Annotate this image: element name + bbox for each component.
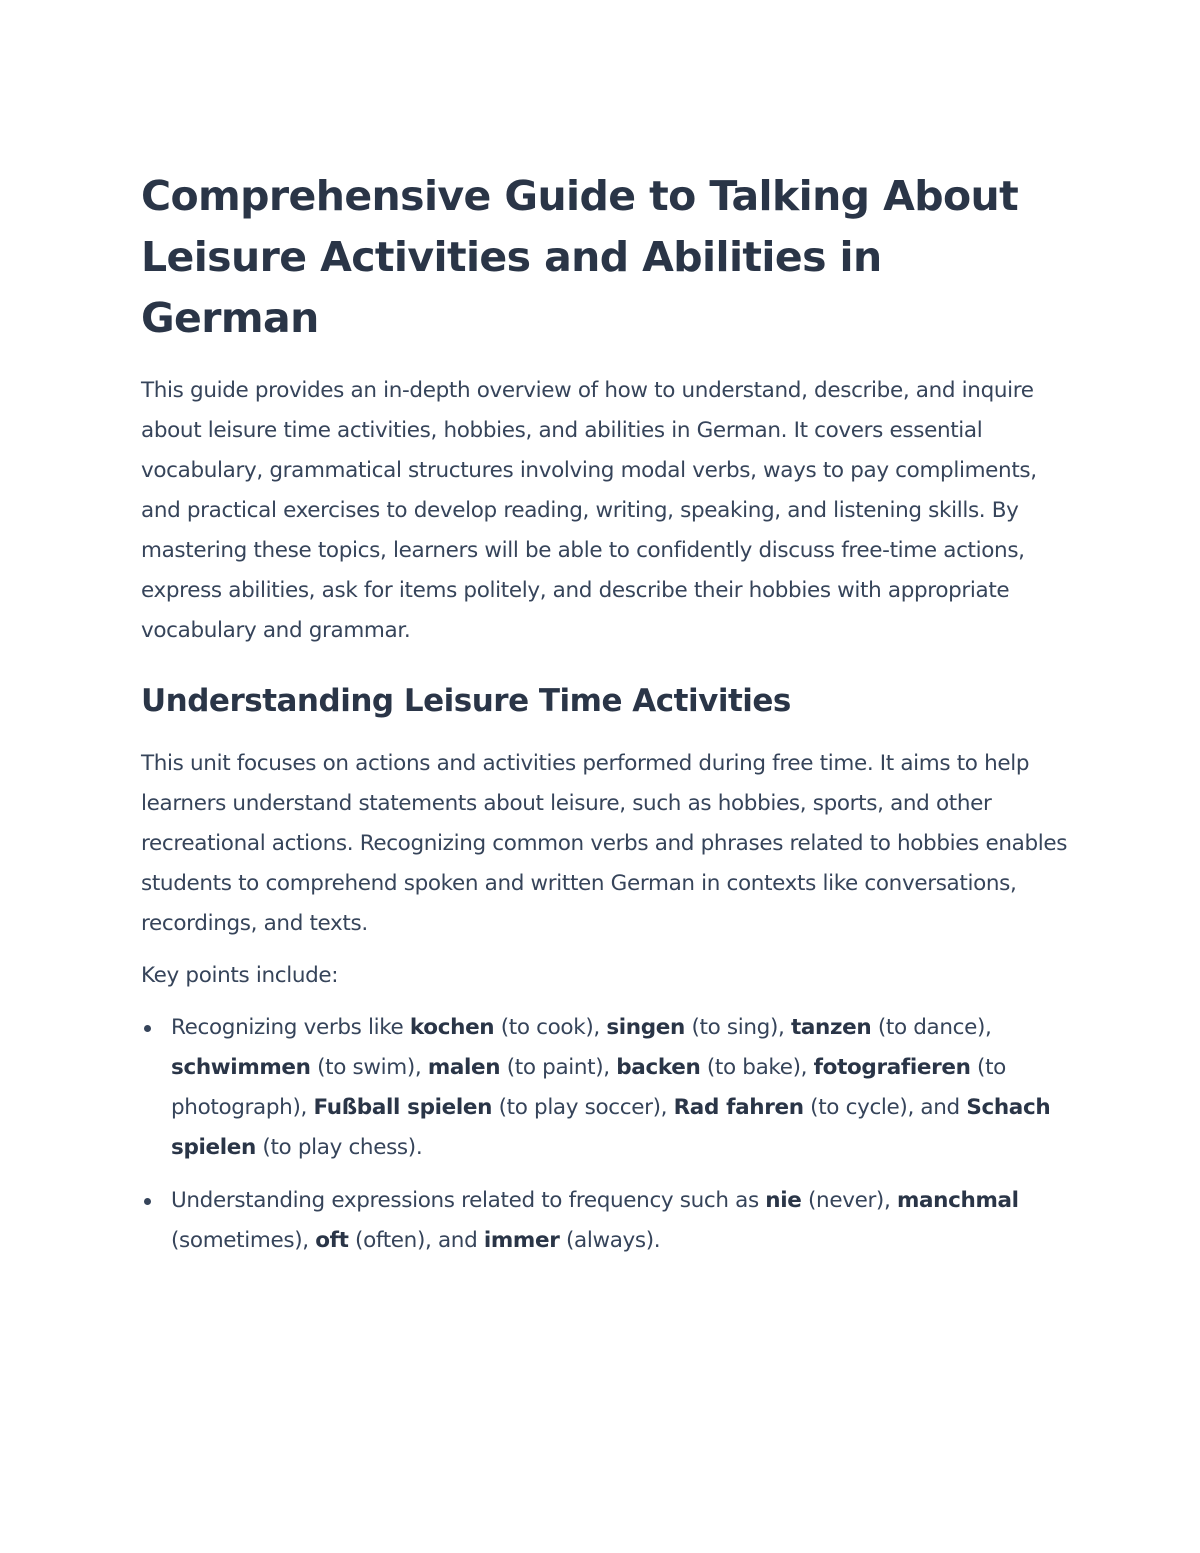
german-term: backen xyxy=(616,1055,701,1080)
list-text: (to photograph), xyxy=(171,1055,1006,1120)
document-title: Comprehensive Guide to Talking About Leisure Activities and Abilities in German xyxy=(141,172,1019,342)
list-text: (to paint), xyxy=(500,1055,617,1080)
list-item-verbs xyxy=(141,1008,1071,1168)
list-text: (always). xyxy=(559,1228,661,1253)
german-term: immer xyxy=(483,1228,560,1253)
key-points-label: Key points include: xyxy=(141,963,339,988)
list-text: Recognizing verbs like xyxy=(171,1015,410,1040)
list-text: (to cook), xyxy=(494,1015,607,1040)
section-paragraph: This unit focuses on actions and activities performed during free time. It aims to help learners understand statements about leisure, such as hobbies, sports, and other recreational actions. Recognizing common verbs and phrases related to hobbies enables students to comprehend spoken and written German in contexts like conversations, recordings, and texts. xyxy=(141,751,1068,936)
list-text: (to sing), xyxy=(685,1015,791,1040)
section-heading-leisure-activities: Understanding Leisure Time Activities xyxy=(141,683,791,719)
list-text: (to cycle), and xyxy=(803,1095,967,1120)
key-points-list xyxy=(141,1008,1071,1261)
list-text: (to play soccer), xyxy=(492,1095,674,1120)
bullet-icon xyxy=(144,1025,151,1032)
german-term: Schach spielen xyxy=(171,1095,1051,1160)
list-text: (to dance), xyxy=(871,1015,992,1040)
german-term: manchmal xyxy=(896,1188,1019,1213)
german-term: oft xyxy=(315,1228,349,1253)
list-item-frequency xyxy=(141,1181,1071,1261)
german-term: Fußball spielen xyxy=(313,1095,493,1120)
german-term: nie xyxy=(765,1188,802,1213)
bullet-icon xyxy=(144,1198,151,1205)
german-term: schwimmen xyxy=(171,1055,311,1080)
list-text: (often), and xyxy=(348,1228,484,1253)
german-term: tanzen xyxy=(790,1015,872,1040)
list-text: (to play chess). xyxy=(255,1135,423,1160)
german-term: singen xyxy=(606,1015,685,1040)
list-text: (never), xyxy=(801,1188,897,1213)
intro-paragraph: This guide provides an in-depth overview of how to understand, describe, and inquire about leisure time activities, hobbies, and abilities in German. It covers essential vocabulary, grammatical structures involving modal verbs, ways to pay compliments, and practical exercises to develop reading, writing, speaking, and listening skills. By mastering these topics, learners will be able to confidently discuss free-time actions, express abilities, ask for items politely, and describe their hobbies with appropriate vocabulary and grammar. xyxy=(141,378,1037,643)
document-page xyxy=(141,166,1071,1274)
list-text: (to swim), xyxy=(310,1055,428,1080)
german-term: Rad fahren xyxy=(673,1095,804,1120)
german-term: kochen xyxy=(409,1015,495,1040)
list-text: (to bake), xyxy=(700,1055,814,1080)
german-term: malen xyxy=(427,1055,501,1080)
german-term: fotografieren xyxy=(813,1055,971,1080)
list-text: (sometimes), xyxy=(171,1228,316,1253)
list-text: Understanding expressions related to frequency such as xyxy=(171,1188,766,1213)
